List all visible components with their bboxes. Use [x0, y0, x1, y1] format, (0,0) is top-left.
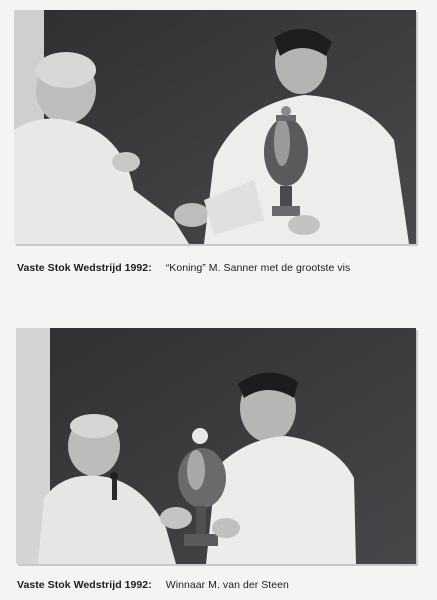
photo-trophy-handshake-2 [16, 328, 416, 564]
photo-1-caption [17, 262, 350, 274]
photo-1-caption-title: Vaste Stok Wedstrijd 1992: [17, 262, 152, 274]
photo-1-illustration [14, 10, 416, 244]
photo-trophy-handshake-1 [14, 10, 416, 244]
photo-1-caption-text: “Koning” M. Sanner met de grootste vis [165, 262, 351, 274]
photo-2-caption-text: Winnaar M. van der Steen [165, 579, 289, 591]
photo-2-caption [17, 579, 289, 591]
photo-2-caption-title: Vaste Stok Wedstrijd 1992: [17, 579, 152, 591]
photo-2-illustration [16, 328, 416, 564]
